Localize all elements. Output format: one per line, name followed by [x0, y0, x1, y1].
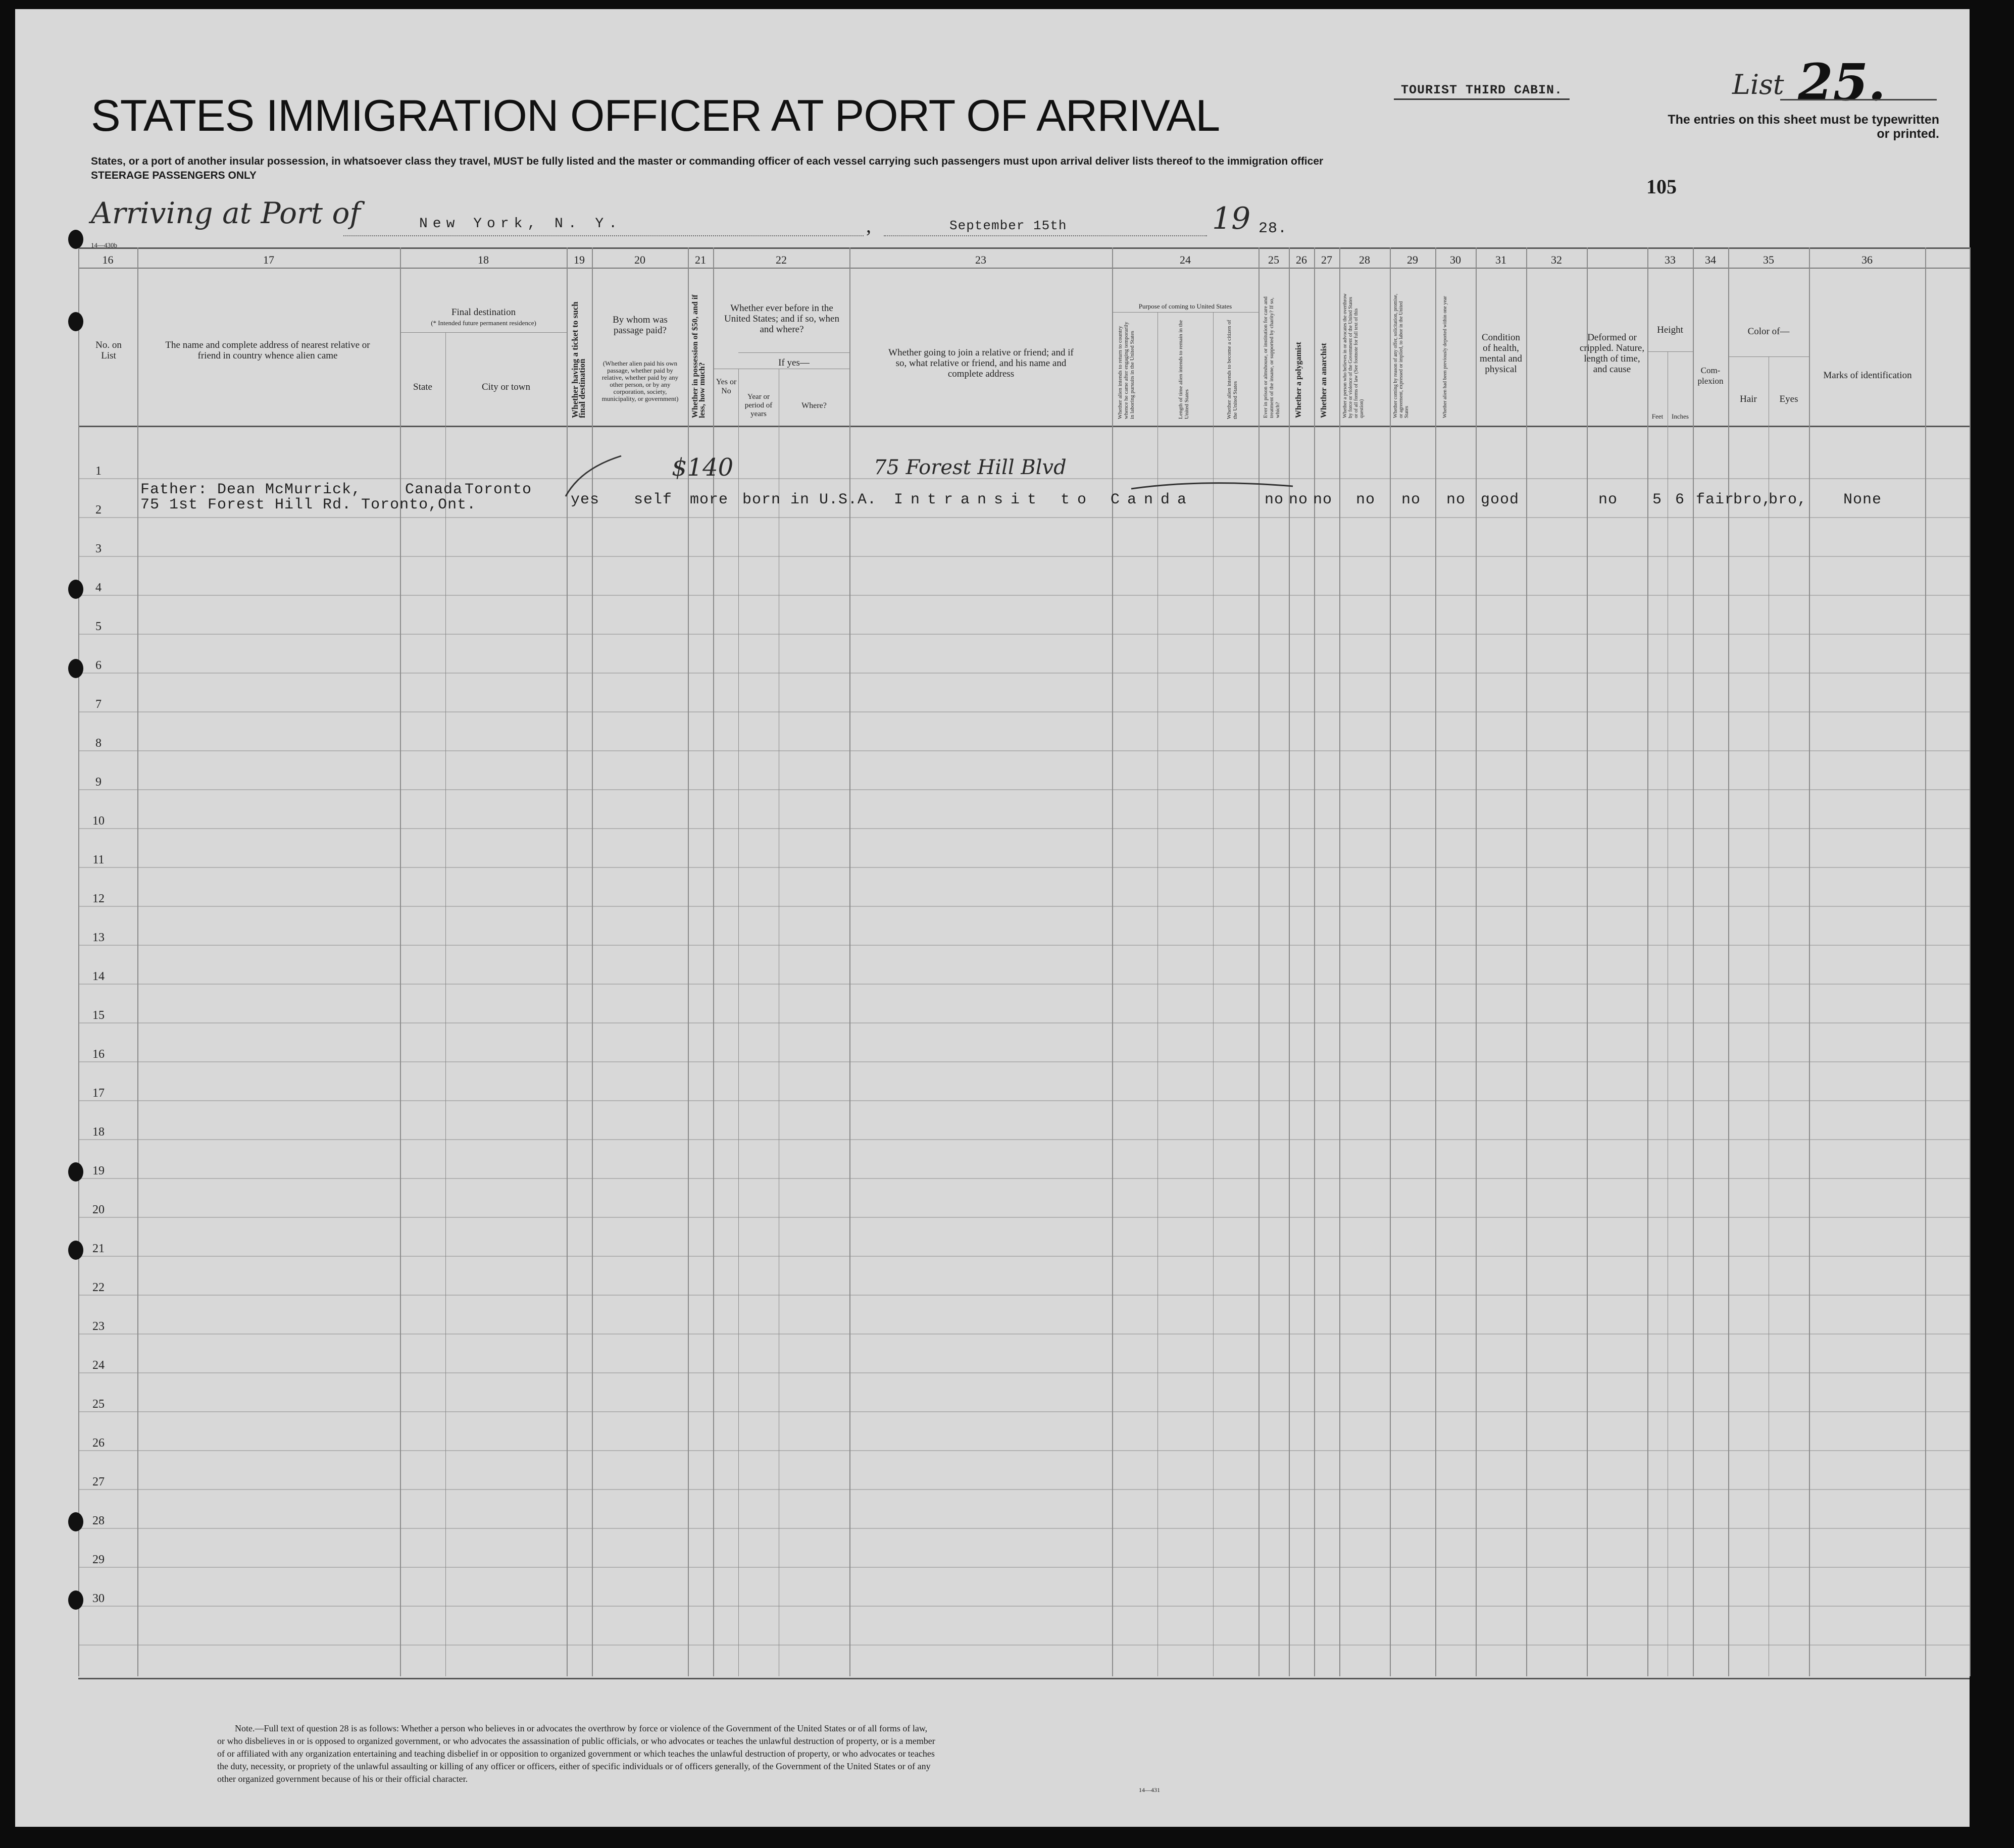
header-purpose-length: Length of time alien intends to remain in the United States [1178, 320, 1190, 419]
col-line [1476, 247, 1477, 1676]
list-label: List [1732, 69, 1784, 100]
sub-rule-18 [400, 332, 567, 333]
handwritten-strokes [550, 448, 1323, 504]
entry-before-us: born in U.S.A. [742, 491, 877, 508]
header-anarchist: Whether an anarchist [1320, 343, 1328, 418]
entry-paid-by: self [634, 491, 673, 508]
row-number: 13 [92, 931, 105, 944]
colnum-24: 24 [1180, 253, 1191, 266]
row-number: 6 [95, 659, 102, 672]
col-line [1647, 247, 1648, 1676]
colnum-18: 18 [478, 253, 489, 266]
entry-deported: no [1446, 491, 1466, 508]
binder-hole [68, 1162, 83, 1182]
sub-rule-24 [1112, 312, 1258, 313]
entry-relative-line1: Father: Dean McMurrick, [140, 481, 362, 498]
col-line-sub [1157, 312, 1158, 1676]
header-year-period: Year or period of years [744, 393, 773, 418]
header-health: Condition of health, mental and physical [1480, 332, 1522, 375]
col-line [1925, 247, 1926, 1676]
list-number: 25. [1798, 53, 1886, 112]
sub-rule-33 [1647, 351, 1693, 352]
col-line [1526, 247, 1527, 1676]
col-line [137, 247, 138, 1676]
header-city: City or town [481, 382, 531, 392]
row-rules [78, 426, 1970, 1676]
col-line [400, 247, 401, 1676]
form-code: 14—430b [91, 241, 117, 249]
entry-money: more [690, 491, 729, 508]
col-line [78, 247, 79, 1676]
row-number: 24 [92, 1359, 105, 1372]
row-number: 4 [95, 581, 102, 594]
binder-hole [68, 1512, 83, 1531]
row-number: 23 [92, 1320, 105, 1333]
colnum-27: 27 [1321, 253, 1332, 266]
header-polygamist: Whether a polygamist [1294, 342, 1303, 418]
row-number: 29 [92, 1553, 105, 1566]
colnum-16: 16 [102, 253, 114, 266]
header-overthrow: Whether a person who believes in or advocates the overthrow by force or violence of the Government of the United States or of all forms of law (See footnote for full text of this question) [1342, 293, 1365, 418]
entry-address-handwritten: 75 Forest Hill Blvd [874, 456, 1067, 479]
footnote-line4: the duty, necessity, or propriety of the unlawful assaulting or killing of any officer or officers, either of specific individuals or of officers generally, of the Government of the United States or of any [217, 1761, 931, 1771]
row-number: 25 [92, 1398, 105, 1411]
colnum-35: 35 [1763, 253, 1774, 266]
header-deported: Whether alien had been previously deported within one year [1442, 296, 1448, 418]
class-stamp: TOURIST THIRD CABIN. [1394, 83, 1570, 100]
entries-note: The entries on this sheet must be typewritten or printed. [1668, 113, 1939, 141]
arriving-label: Arriving at Port of [91, 196, 361, 230]
header-deformed: Deformed or crippled. Nature, length of time, and cause [1579, 332, 1645, 375]
colnum-31: 31 [1495, 253, 1506, 266]
row-number: 1 [95, 465, 102, 478]
binder-hole [68, 312, 83, 331]
header-inches: Inches [1672, 413, 1689, 420]
header-feet: Feet [1651, 413, 1664, 420]
entry-deformed: no [1598, 491, 1618, 508]
row-number: 22 [92, 1281, 105, 1294]
binder-hole [68, 1590, 83, 1610]
entry-eyes: bro, [1769, 491, 1807, 508]
column-number-rule [78, 268, 1970, 269]
entry-polygamist: no [1289, 491, 1308, 508]
header-if-yes: If yes— [778, 357, 810, 368]
row-number: 11 [92, 853, 105, 866]
row-number: 27 [92, 1475, 105, 1488]
colnum-32: 32 [1551, 253, 1562, 266]
binder-hole [68, 659, 83, 678]
header-before-in-us: Whether ever before in the United States; and if so, when and where? [724, 303, 839, 335]
header-passage-paid: By whom was passage paid? [613, 315, 668, 336]
header-purpose-citizen: Whether alien intends to become a citizen of the United States [1226, 320, 1238, 419]
sub-rule-35 [1728, 356, 1809, 357]
footnote-code: 14—431 [1139, 1786, 1160, 1793]
row-number: 18 [92, 1125, 105, 1139]
row-number: 7 [95, 698, 102, 711]
header-yes-no: Yes or No [716, 378, 737, 395]
colnum-28: 28 [1359, 253, 1370, 266]
header-marks: Marks of identification [1823, 370, 1912, 381]
row-number: 21 [92, 1242, 105, 1255]
row-number: 17 [92, 1087, 105, 1100]
entry-overthrow: no [1356, 491, 1376, 508]
entry-city: Toronto [465, 481, 532, 498]
entry-offer: no [1401, 491, 1421, 508]
row-number: 2 [95, 503, 102, 517]
header-purpose: Purpose of coming to United States [1138, 302, 1232, 310]
row-number: 3 [95, 542, 102, 555]
row-number: 8 [95, 737, 102, 750]
year-prefix: 19 [1212, 201, 1251, 236]
manifest-title: STATES IMMIGRATION OFFICER AT PORT OF ARRIVAL [91, 90, 1220, 140]
colnum-26: 26 [1296, 253, 1307, 266]
entry-feet: 5 [1652, 491, 1663, 508]
header-final-destination: Final destination [451, 307, 516, 318]
col-line [1693, 247, 1694, 1676]
row-number: 26 [92, 1436, 105, 1450]
entry-health: good [1481, 491, 1520, 508]
header-prison: Ever in prison or almshouse, or institution for care and treatment of the insane, or supported by charity? If so, which? [1263, 296, 1281, 418]
colnum-30: 30 [1450, 253, 1461, 266]
footnote-line2: or who disbelieves in or is opposed to organized government, or who advocates the assassination of public officials, or who advocates or teaches the unlawful destruction of property, or is a member [217, 1736, 935, 1746]
col-line [1390, 247, 1391, 1676]
entry-marks: None [1843, 491, 1882, 508]
year-suffix: 28. [1258, 220, 1288, 237]
col-line [1587, 247, 1588, 1676]
entry-inches: 6 [1675, 491, 1685, 508]
col-line [1809, 247, 1810, 1676]
header-height: Height [1657, 325, 1683, 335]
col-line-sub [445, 332, 446, 1676]
entry-state: Canada [405, 481, 463, 498]
header-color-of: Color of— [1747, 326, 1790, 337]
colnum-34: 34 [1705, 253, 1716, 266]
header-offer: Whether coming by reason of any offer, solicitation, promise, or agreement, expressed or implied, to labor in the United States [1393, 293, 1409, 418]
col-line [1728, 247, 1729, 1676]
sheet-number: 105 [1646, 175, 1677, 198]
col-line-sub [1213, 312, 1214, 1676]
row-number: 14 [92, 970, 105, 983]
row-number: 5 [95, 620, 102, 633]
colnum-33: 33 [1665, 253, 1676, 266]
header-passage-paid-note: (Whether alien paid his own passage, whether paid by relative, whether paid by any other person, or by any corporation, society, municipality, or government) [601, 360, 679, 402]
col-line [1339, 247, 1340, 1676]
row-number: 30 [92, 1592, 105, 1605]
header-joining-relative: Whether going to join a relative or friend; and if so, what relative or friend, and his name and complete address [888, 347, 1074, 379]
header-state: State [413, 382, 432, 392]
manifest-subtitle: States, or a port of another insular possession, in whatsoever class they travel, MUST be fully listed and the master or commanding officer of each vessel carrying such passengers must upon arrival deliver lists thereof to the immigration officer [91, 156, 1324, 167]
header-complexion: Com- plexion [1697, 366, 1724, 386]
row-number: 9 [95, 776, 102, 789]
col-line-sub [738, 369, 739, 1676]
header-fifty-dollars: Whether in possession of $50, and if less, how much? [691, 294, 707, 418]
colnum-25: 25 [1268, 253, 1279, 266]
binder-hole [68, 230, 83, 249]
entry-ticket: yes [571, 491, 600, 508]
header-final-destination-note: (* Intended future permanent residence) [431, 319, 536, 327]
colnum-19: 19 [574, 253, 585, 266]
row-number: 15 [92, 1009, 105, 1022]
header-ticket: Whether having a ticket to such final destination [570, 301, 587, 418]
header-nearest-relative: The name and complete address of nearest relative or friend in country whence alien came [165, 340, 370, 361]
footnote-line3: of or affiliated with any organization entertaining and teaching disbelief in or opposition to organized government or which teaches the unlawful destruction of property, or who advocates or teaches [217, 1749, 935, 1759]
footnote-line1: Note.—Full text of question 28 is as follows: Whether a person who believes in or advocates the overthrow by force or violence of the Government of the United States or of all forms of law, [235, 1723, 928, 1733]
header-where: Where? [801, 401, 827, 410]
footnote-line5: other organized government because of his or their official character. [217, 1774, 468, 1784]
row-number: 28 [92, 1514, 105, 1527]
header-no-on-list: No. on List [95, 340, 122, 361]
header-purpose-return: Whether alien intends to return to country whence he came after engaging temporarily in laboring pursuits in the United States [1117, 322, 1135, 419]
entry-complexion: fair [1696, 491, 1735, 508]
colnum-21: 21 [695, 253, 706, 266]
row-number: 20 [92, 1203, 105, 1216]
entry-anarchist: no [1313, 491, 1333, 508]
list-underline [1780, 99, 1937, 100]
colnum-17: 17 [263, 253, 274, 266]
entry-relative-line2: 75 1st Forest Hill Rd. Toronto,Ont. [140, 496, 477, 514]
date-value: September 15th [949, 218, 1067, 233]
colnum-20: 20 [634, 253, 645, 266]
manifest-sheet [15, 9, 1970, 1827]
colnum-22: 22 [776, 253, 787, 266]
entry-hair: bro, [1733, 491, 1772, 508]
row-number: 10 [92, 814, 105, 828]
comma-1: , [866, 214, 871, 237]
colnum-23: 23 [975, 253, 986, 266]
port-line [343, 235, 864, 236]
colnum-36: 36 [1861, 253, 1873, 266]
col-line [1970, 247, 1971, 1676]
header-hair: Hair [1740, 394, 1757, 404]
col-line [1435, 247, 1436, 1676]
entry-money-handwritten: $140 [672, 453, 734, 482]
sub-rule-22a [738, 352, 849, 353]
entry-prison: no [1265, 491, 1284, 508]
entry-joining: Intransit to Canda [894, 491, 1194, 508]
colnum-29: 29 [1407, 253, 1418, 266]
binder-hole [68, 1241, 83, 1260]
row-number: 19 [92, 1164, 105, 1177]
steerage-label: STEERAGE PASSENGERS ONLY [91, 170, 257, 181]
header-eyes: Eyes [1779, 394, 1798, 404]
row-number: 12 [92, 892, 105, 905]
row-number: 16 [92, 1048, 105, 1061]
binder-hole [68, 580, 83, 599]
port-value: New York, N. Y. [419, 216, 623, 232]
date-line [884, 235, 1207, 236]
